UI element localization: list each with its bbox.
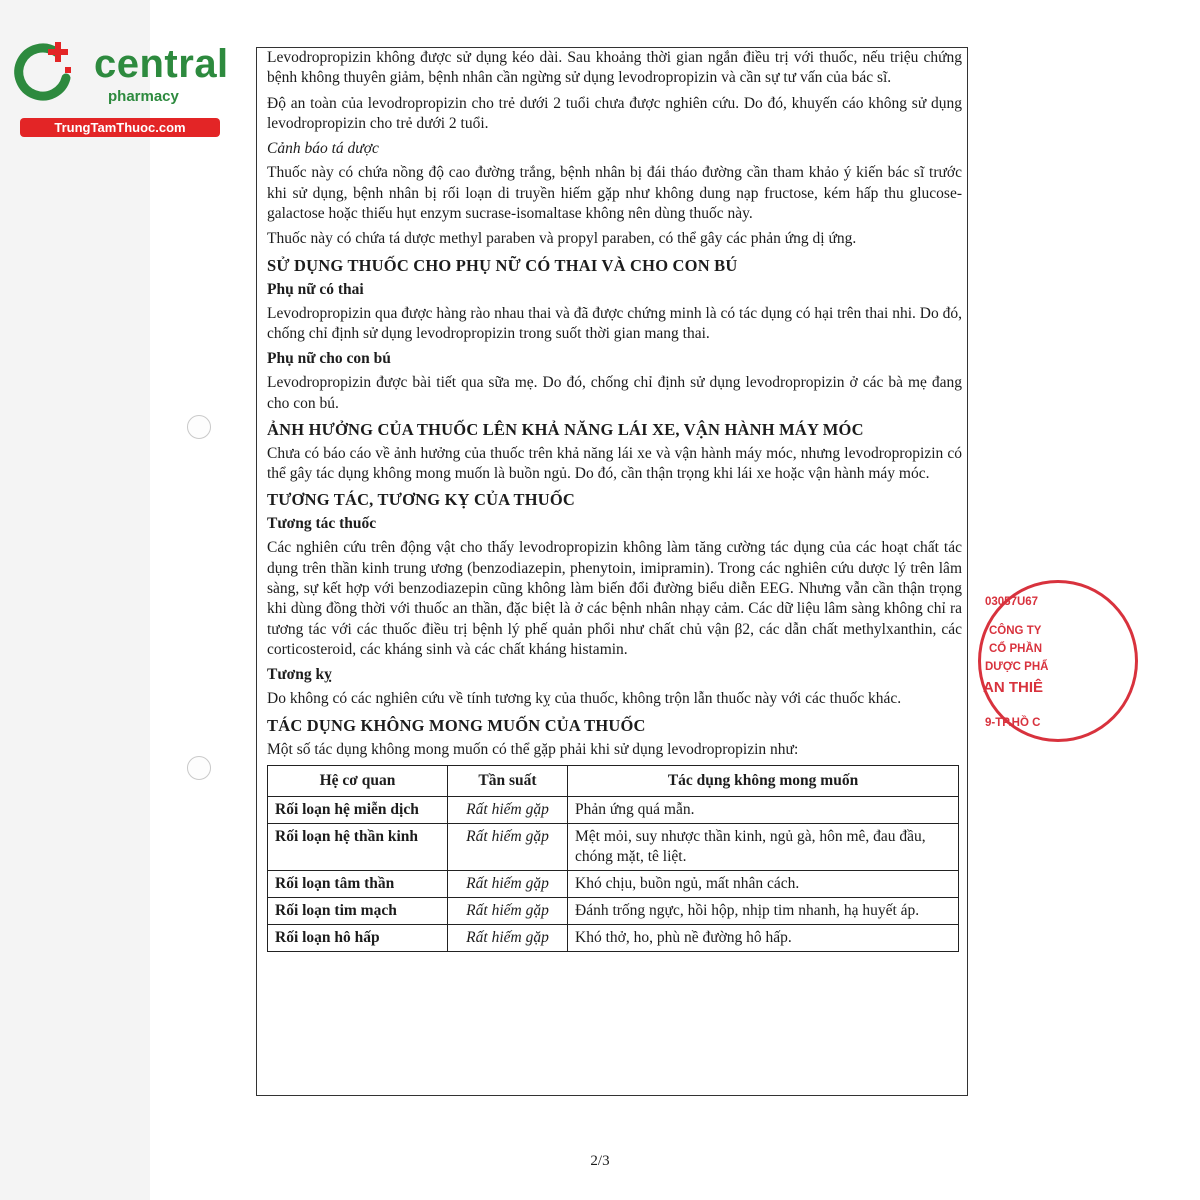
excipient-warning-title: Cảnh báo tá dược [267, 140, 379, 158]
subheading-incompatibility: Tương kỵ [267, 666, 332, 684]
stamp-text: CÔNG TY [989, 625, 1042, 637]
section-heading-interactions: TƯƠNG TÁC, TƯƠNG KỴ CỦA THUỐC [267, 490, 576, 510]
effect-cell: Đánh trống ngực, hồi hộp, nhịp tim nhanh, hạ huyết áp. [568, 897, 959, 924]
effect-cell: Khó thở, ho, phù nề đường hô hấp. [568, 924, 959, 951]
document-content [267, 48, 962, 952]
paragraph: Các nghiên cứu trên động vật cho thấy levodropropizin không làm tăng cường tác dụng của các hoạt chất tác dụng trên thần kinh trung ương (benzodiazepin, phenytoin, imipramin). Trong các nghiên cứu dược lý trên lâm sàng, sự kết hợp với benzodiazepin cũng không làm biến đổi đường biểu diễn EEG. Nhưng vẫn cần thận trọng khi dùng đồng thời với thuốc an thần, đặc biệt là ở các bệnh nhân nhạy cảm. Các dữ liệu lâm sàng không chỉ ra tương tác với các thuốc điều trị bệnh lý phế quản phổi như chất chủ vận β2, các dẫn chất methylxanthin, các corticosteroid, các kháng sinh và các chất kháng histamin. [267, 539, 962, 658]
stamp-text: 9-TP.HỒ C [985, 717, 1041, 729]
table-row [268, 796, 959, 823]
frequency-cell: Rất hiếm gặp [448, 870, 568, 897]
column-header: Tác dụng không mong muốn [568, 765, 959, 796]
organ-system-cell: Rối loạn tim mạch [268, 897, 448, 924]
table-row [268, 870, 959, 897]
punch-hole [187, 415, 211, 439]
organ-system-cell: Rối loạn hệ thần kinh [268, 823, 448, 870]
brand-url[interactable]: TrungTamThuoc.com [20, 118, 220, 137]
section-heading-adverse-effects: TÁC DỤNG KHÔNG MONG MUỐN CỦA THUỐC [267, 715, 646, 735]
subheading-pregnant: Phụ nữ có thai [267, 280, 364, 298]
effect-cell: Khó chịu, buồn ngủ, mất nhân cách. [568, 870, 959, 897]
central-pharmacy-logo[interactable] [10, 38, 229, 138]
effect-cell: Mệt mỏi, suy nhược thần kinh, ngủ gà, hôn mê, đau đầu, chóng mặt, tê liệt. [568, 823, 959, 870]
organ-system-cell: Rối loạn tâm thần [268, 870, 448, 897]
table-row [268, 924, 959, 951]
organ-system-cell: Rối loạn hô hấp [268, 924, 448, 951]
adverse-effects-table [267, 765, 959, 952]
brand-name: central [94, 42, 229, 86]
paragraph: Thuốc này có chứa tá dược methyl paraben và propyl paraben, có thể gây các phản ứng dị ứng. [267, 230, 857, 248]
paragraph: Độ an toàn của levodropropizin cho trẻ dưới 2 tuổi chưa được nghiên cứu. Do đó, khuyến cáo không sử dụng levodropropizin cho trẻ dưới 2 tuổi. [267, 94, 962, 132]
stamp-text: 03057U67 [985, 596, 1039, 608]
column-header: Hệ cơ quan [268, 765, 448, 796]
paragraph: Levodropropizin được bài tiết qua sữa mẹ. Do đó, chống chỉ định sử dụng levodropropizin ở các bà mẹ đang cho con bú. [267, 374, 962, 412]
effect-cell: Phản ứng quá mẫn. [568, 796, 959, 823]
table-row [268, 897, 959, 924]
frequency-cell: Rất hiếm gặp [448, 897, 568, 924]
paragraph: Thuốc này có chứa nồng độ cao đường trắng, bệnh nhân bị đái tháo đường cần tham khảo ý kiến bác sĩ trước khi sử dụng, bệnh nhân bị rối loạn di truyền hiếm gặp như không dung nạp fructose, kém hấp thu glucose-galactose hoặc thiếu hụt enzym sucrase-isomaltase không nên dùng thuốc này. [267, 164, 962, 223]
column-header: Tần suất [448, 765, 568, 796]
paragraph: Levodropropizin không được sử dụng kéo dài. Sau khoảng thời gian ngắn điều trị với thuốc, nếu triệu chứng bệnh không thuyên giảm, bệnh nhân cần ngừng sử dụng levodropropizin và cần sự tư vấn của bác sĩ. [267, 49, 962, 87]
pharmacy-cross-logo-icon [10, 38, 80, 108]
section-heading-driving: ẢNH HƯỞNG CỦA THUỐC LÊN KHẢ NĂNG LÁI XE, VẬN HÀNH MÁY MÓC [267, 419, 864, 439]
frequency-cell: Rất hiếm gặp [448, 823, 568, 870]
stamp-text: DƯỢC PHẨ [985, 661, 1049, 673]
table-header-row [268, 765, 959, 796]
punch-hole [187, 756, 211, 780]
frequency-cell: Rất hiếm gặp [448, 924, 568, 951]
table-row [268, 823, 959, 870]
paragraph: Chưa có báo cáo về ảnh hưởng của thuốc trên khả năng lái xe và vận hành máy móc, nhưng levodropropizin có thể gây tác dụng không mong muốn là buồn ngủ. Do đó, cần thận trọng khi lái xe hoặc vận hành máy móc. [267, 444, 962, 483]
subheading-drug-interactions: Tương tác thuốc [267, 515, 377, 533]
section-heading-pregnancy: SỬ DỤNG THUỐC CHO PHỤ NỮ CÓ THAI VÀ CHO CON BÚ [267, 255, 738, 275]
brand-subtitle: pharmacy [108, 88, 179, 105]
page-number: 2/3 [590, 1153, 610, 1169]
paragraph: Một số tác dụng không mong muốn có thể gặp phải khi sử dụng levodropropizin như: [267, 740, 799, 758]
paragraph: Do không có các nghiên cứu về tính tương kỵ của thuốc, không trộn lẫn thuốc này với các thuốc khác. [267, 690, 902, 708]
organ-system-cell: Rối loạn hệ miễn dịch [268, 796, 448, 823]
paragraph: Levodropropizin qua được hàng rào nhau thai và đã được chứng minh là có tác dụng có hại trên thai nhi. Do đó, chống chỉ định sử dụng levodropropizin trong suốt thời gian mang thai. [267, 304, 962, 342]
stamp-text: AN THIÊ [983, 679, 1043, 696]
company-stamp [978, 580, 1049, 742]
stamp-text: CỔ PHẦN [989, 643, 1043, 655]
frequency-cell: Rất hiếm gặp [448, 796, 568, 823]
subheading-lactation: Phụ nữ cho con bú [267, 350, 391, 368]
stamp-circle [978, 580, 1138, 742]
